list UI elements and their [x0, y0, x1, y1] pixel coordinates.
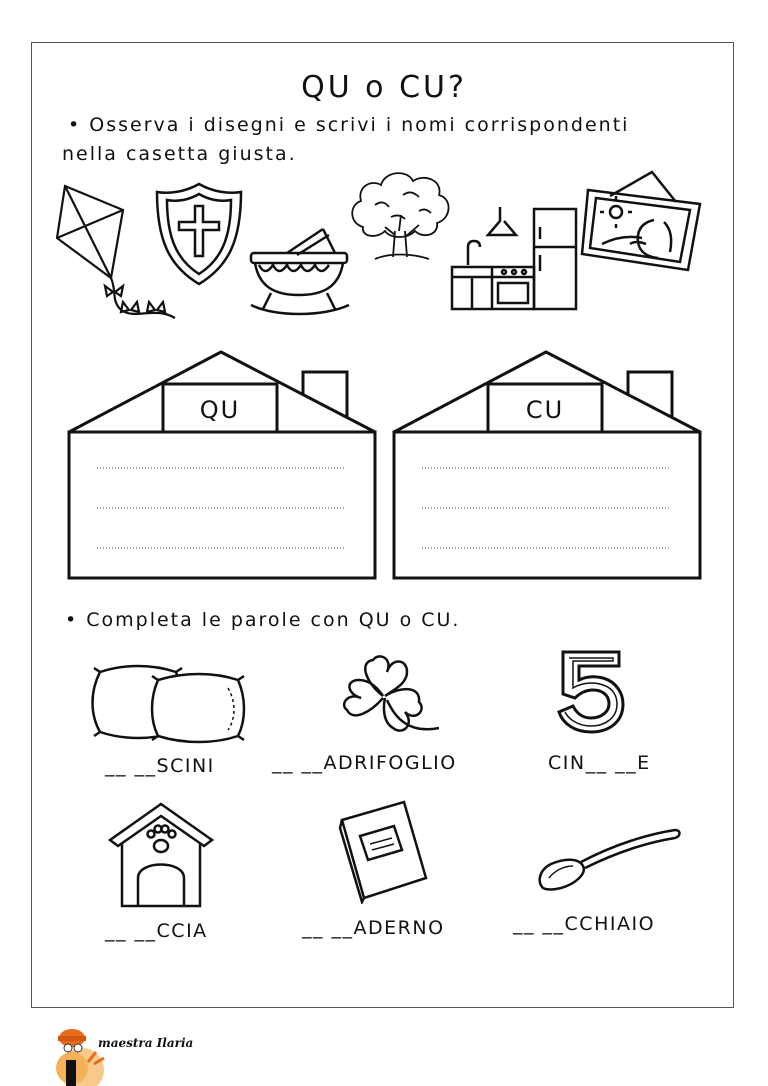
- word-quadrifoglio: __ __ADRIFOGLIO: [272, 752, 457, 774]
- house-qu: [65, 348, 380, 583]
- framed-picture-icon: [580, 168, 705, 276]
- word-cuccia: __ __CCIA: [105, 920, 208, 942]
- oak-tree-icon: [345, 165, 455, 265]
- cradle-icon: [245, 225, 355, 320]
- doghouse-icon: [108, 800, 214, 910]
- word-cuscini: __ __SCINI: [105, 755, 215, 777]
- instruction-2: • Completa le parole con QU o CU.: [65, 609, 461, 631]
- house-qu-label: QU: [199, 396, 241, 424]
- instruction-1-line-1: • Osserva i disegni e scrivi i nomi corrispondenti: [68, 114, 630, 136]
- house-cu-label: CU: [525, 396, 565, 424]
- teacher-avatar-icon: [48, 1024, 112, 1086]
- shield-icon: [153, 180, 245, 288]
- word-quaderno: __ __ADERNO: [302, 917, 445, 939]
- instruction-1-line-2: nella casetta giusta.: [62, 143, 297, 165]
- kitchen-icon: [448, 205, 580, 313]
- four-leaf-clover-icon: [335, 652, 445, 744]
- number-five-icon: [555, 648, 627, 734]
- word-cinque: CIN__ __E: [548, 752, 651, 774]
- spoon-icon: [535, 826, 685, 896]
- cushions-icon: [88, 662, 248, 744]
- house-cu: [390, 348, 705, 583]
- brand-name: maestra Ilaria: [98, 1036, 194, 1050]
- word-cucchiaio: __ __CCHIAIO: [513, 913, 656, 935]
- notebook-icon: [336, 798, 432, 904]
- page-title: QU o CU?: [301, 70, 467, 105]
